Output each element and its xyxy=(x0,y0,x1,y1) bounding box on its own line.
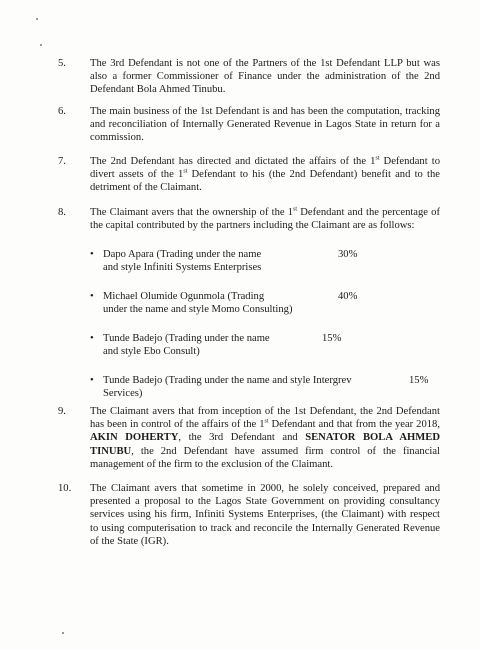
partner-percentage: 40% xyxy=(338,291,358,302)
partner-percentage: 30% xyxy=(338,249,358,260)
paragraph-text: The 3rd Defendant is not one of the Partners of the 1st Defendant LLP but was also a former Commissioner of Finance under the administration of the 2nd Defendant Bola Ahmed Tinubu. xyxy=(90,58,440,96)
paragraph-number: 10. xyxy=(58,483,72,494)
partner-percentage: 15% xyxy=(322,333,342,344)
scan-speck xyxy=(40,44,42,46)
paragraph-number: 6. xyxy=(58,106,66,117)
bullet-icon: • xyxy=(90,375,94,386)
paragraph-5 xyxy=(58,57,440,97)
scan-speck xyxy=(36,18,38,20)
paragraph-number: 8. xyxy=(58,207,66,218)
bullet-icon: • xyxy=(90,333,94,344)
document-page: 5. The 3rd Defendant is not one of the Partners of the 1st Defendant LLP but was also a former Commissioner of Finance under the administration of the 2nd Defendant Bola Ahmed Tinubu. 6. The main business of the 1st Defendant is and has been the computation, tracking and reconciliation of Internally Generated Revenue in Lagos State in return for a commission. 7. The 2nd Defendant has directed and dictated the affairs of the 1st Defendant to divert assets of the 1st Defendant to his (the 2nd Defendant) benefit and to the detriment of the Claimant. 8. The Claimant avers that the ownership of the 1st Defendant and the percentage of the capital contributed by the partners including the Claimant are as follows: • Dapo Apara (Trading under the name and style Infiniti Systems Enterprises 30% • Michael Olumide Ogunmola (Trading under the name and style Momo Consulting) 40% • Tunde Badejo (Trading under the name and style Ebo Consult) 15% • Tunde Badejo (Trading under the name and style Intergrev Services) 15% 9. The Claimant avers that from inception of the 1st Defendant, the 2nd Defendant has been in control of the affairs of the 1st Defendant and that from the year 2018, AKIN DOHERTY, the 3rd Defendant and SENATOR BOLA AHMED TINUBU, the 2nd Defendant have assumed firm control of the financial management of the firm to the exclusion of the Claimant. 10. The Claimant avers that sometime in 2000, he solely conceived, prepared and presented a proposal to the Lagos State Government on providing consultancy services using his firm, Infiniti Systems Enterprises, (the Claimant) with respect to using computerisation to track and reconcile the Internally Generated Revenue of the State (IGR). xyxy=(0,0,480,650)
paragraph-7 xyxy=(58,155,440,195)
paragraph-6 xyxy=(58,105,440,145)
name-akin-doherty: AKIN DOHERTY xyxy=(90,432,179,444)
paragraph-text: The 2nd Defendant has directed and dictated the affairs of the 1st Defendant to divert assets of the 1st Defendant to his (the 2nd Defendant) benefit and to the detriment of the Claimant. xyxy=(90,155,440,194)
bullet-icon: • xyxy=(90,291,94,302)
paragraph-text: The Claimant avers that from inception of the 1st Defendant, the 2nd Defendant has been in control of the affairs of the 1st Defendant and that from the year 2018, AKIN DOHERTY, the 3rd Defendant and SENATOR BOLA AHMED TINUBU, the 2nd Defendant have assumed firm control of the financial management of the firm to the exclusion of the Claimant. xyxy=(90,406,440,470)
paragraph-9 xyxy=(58,405,440,471)
paragraph-text: The main business of the 1st Defendant is and has been the computation, tracking and reconciliation of Internally Generated Revenue in Lagos State in return for a commission. xyxy=(90,106,440,144)
paragraph-text: The Claimant avers that sometime in 2000, he solely conceived, prepared and presented a proposal to the Lagos State Government on providing consultancy services using his firm, Infiniti Systems Enterprises, (the Claimant) with respect to using computerisation to track and reconcile the Internally Generated Revenue of the State (IGR). xyxy=(90,483,440,547)
partner-name: Dapo Apara (Trading under the name xyxy=(103,249,262,260)
paragraph-8 xyxy=(58,206,440,232)
paragraph-number: 7. xyxy=(58,156,66,167)
name-bola-ahmed-tinubu: SENATOR BOLA AHMED TINUBU xyxy=(90,432,440,457)
partner-name: Michael Olumide Ogunmola (Trading xyxy=(103,291,265,302)
paragraph-number: 9. xyxy=(58,406,66,417)
partner-percentage: 15% xyxy=(409,375,429,386)
bullet-icon: • xyxy=(90,249,94,260)
paragraph-text: The Claimant avers that the ownership of the 1st Defendant and the percentage of the capital contributed by the partners including the Claimant are as follows: xyxy=(90,206,441,232)
scan-speck xyxy=(62,632,64,634)
paragraph-10 xyxy=(58,482,440,548)
paragraph-number: 5. xyxy=(58,58,66,69)
partner-name: Tunde Badejo (Trading under the name xyxy=(103,333,270,344)
partner-name: Tunde Badejo (Trading under the name and style Intergrev xyxy=(103,375,352,386)
